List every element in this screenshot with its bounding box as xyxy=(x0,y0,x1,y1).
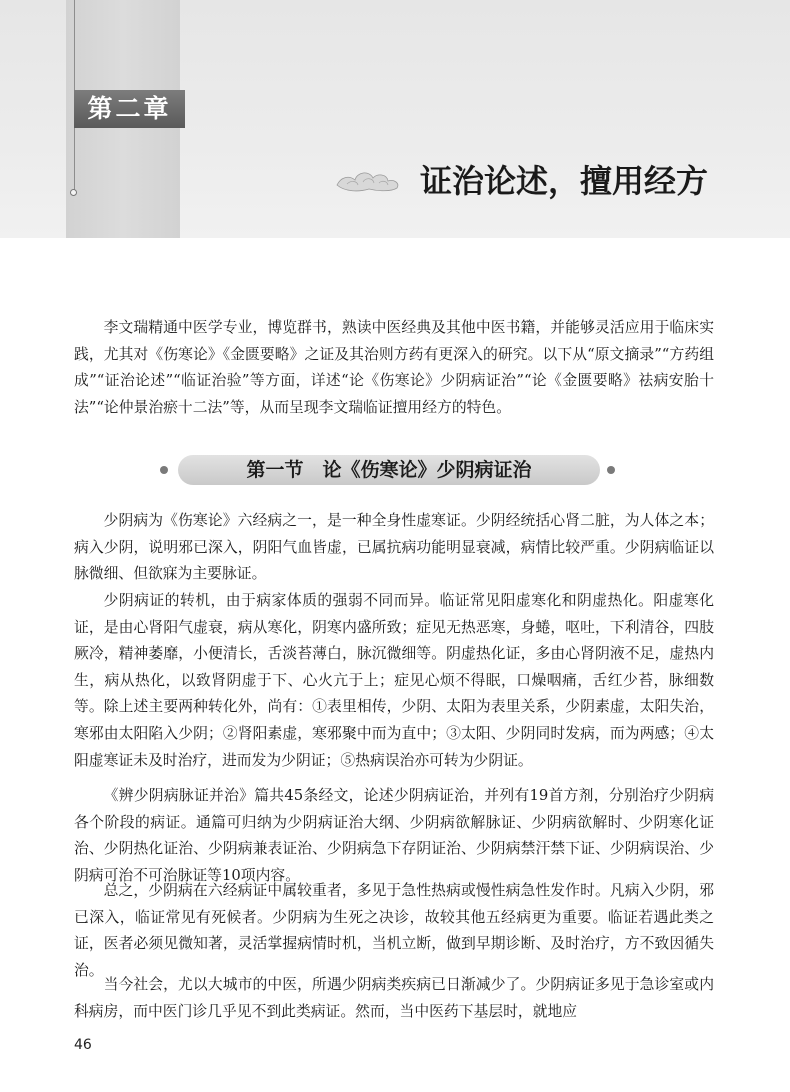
chapter-title: 证治论述，擅用经方 xyxy=(420,162,709,200)
body-paragraph: 《辨少阴病脉证并治》篇共45条经文，论述少阴病证治，并列有19首方剂，分别治疗少阴病各个阶段的病证。通篇可归纳为少阴病证治大纲、少阴病欲解脉证、少阴病欲解时、少阴寒化证治、少阴热化证治、少阴病兼表证治、少阴病急下存阴证治、少阴病禁汗禁下证、少阴病误治、少阴病可治不可治脉证等10项内容。 xyxy=(74,787,714,884)
bullet-dot-icon xyxy=(160,466,168,474)
intro-paragraph: 李文瑞精通中医学专业，博览群书，熟读中医经典及其他中医书籍，并能够灵活应用于临床实践，尤其对《伤寒论》《金匮要略》之证及其治则方药有更深入的研究。以下从“原文摘录”“方药组成”“证治论述”“临证治验”等方面，详述“论《伤寒论》少阴病证治”“论《金匮要略》祛病安胎十法”“论仲景治瘀十二法”等，从而呈现李文瑞临证擅用经方的特色。 xyxy=(74,319,714,416)
cloud-ornament-icon xyxy=(333,165,403,195)
section-heading xyxy=(160,455,630,485)
decorative-circle-icon xyxy=(70,189,77,196)
body-paragraph: 当今社会，尤以大城市的中医，所遇少阴病类疾病已日渐减少了。少阴病证多见于急诊室或内科病房，而中医门诊几乎见不到此类病证。然而，当中医药下基层时，就地应 xyxy=(74,976,714,1020)
body-paragraph: 总之，少阴病在六经病证中属较重者，多见于急性热病或慢性病急性发作时。凡病入少阴，邪已深入，临证常见有死候者。少阴病为生死之决诊，故较其他五经病更为重要。临证若遇此类之证，医者必须见微知著，灵活掌握病情时机，当机立断，做到早期诊断、及时治疗，方不致因循失治。 xyxy=(74,882,714,979)
section-heading-text: 第一节 论《伤寒论》少阴病证治 xyxy=(246,459,532,481)
chapter-label: 第二章 xyxy=(74,90,185,128)
bullet-dot-icon xyxy=(607,466,615,474)
page-number: 46 xyxy=(74,1037,92,1053)
body-paragraph: 少阴病为《伤寒论》六经病之一，是一种全身性虚寒证。少阴经统括心肾二脏，为人体之本；病入少阴，说明邪已深入，阴阳气血皆虚，已属抗病功能明显衰减，病情比较严重。少阴病临证以脉微细、但欲寐为主要脉证。 xyxy=(74,512,714,583)
body-paragraph: 少阴病证的转机，由于病家体质的强弱不同而异。临证常见阳虚寒化和阴虚热化。阳虚寒化证，是由心肾阳气虚衰，病从寒化，阴寒内盛所致；症见无热恶寒，身蜷，呕吐，下利清谷，四肢厥冷，精神萎靡，小便清长，舌淡苔薄白，脉沉微细等。阴虚热化证，多由心肾阴液不足，虚热内生，病从热化，以致肾阴虚于下、心火亢于上；症见心烦不得眠，口燥咽痛，舌红少苔，脉细数等。除上述主要两种转化外，尚有：①表里相传，少阴、太阳为表里关系，少阴素虚，太阳失治，寒邪由太阳陷入少阴；②肾阳素虚，寒邪聚中而为直中；③太阳、少阴同时发病，而为两感；④太阳虚寒证未及时治疗，进而发为少阴证；⑤热病误治亦可转为少阴证。 xyxy=(74,592,714,769)
